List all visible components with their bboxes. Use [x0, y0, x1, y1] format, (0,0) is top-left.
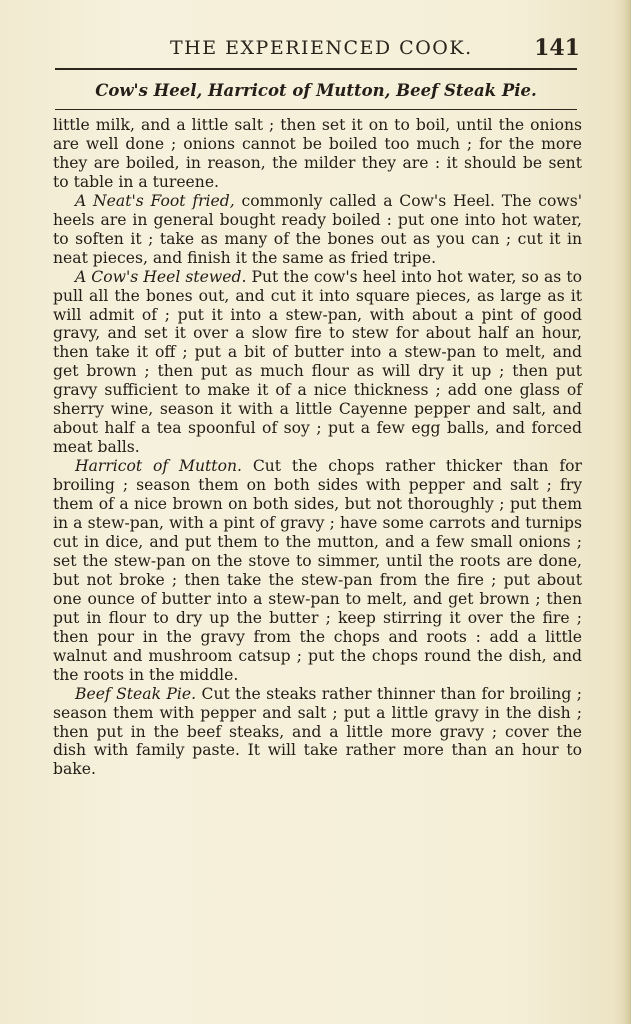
body-text: [53, 116, 582, 779]
recipe-heading: Harricot of Mutton.: [75, 457, 242, 476]
page-header: [50, 37, 580, 67]
recipe-heading: A Neat's Foot fried,: [75, 191, 235, 210]
recipe-text: commonly called a Cow's Heel. The cows' heels are in general bought ready boiled : put one into hot water, to soften it ; take as many of the bones out as you can ; cut it in neat pieces, and finish it the same as fried tripe.: [53, 191, 582, 267]
page-edge: [621, 0, 631, 1024]
recipe-neats-foot-fried: [53, 192, 582, 268]
recipe-text: Cut the steaks rather thinner than for broiling ; season them with pepper and salt ; put a little gravy in the dish ; then put in the beef steaks, and a little more gravy ; cover the dish with family paste. It will take rather more than an hour to bake.: [53, 684, 582, 779]
running-head: THE EXPERIENCED COOK.: [170, 37, 473, 59]
paragraph-text: little milk, and a little salt ; then set it on to boil, until the onions are well done ; onions cannot be boiled too much ; for the more they are boiled, in reason, the milder they are : it should be sent to table in a tureene.: [53, 116, 582, 191]
recipe-cows-heel-stewed: [53, 268, 582, 458]
page-number: 141: [534, 35, 580, 61]
header-rule: [55, 68, 577, 70]
paragraph-continuation: [53, 116, 582, 192]
recipe-beef-steak-pie: [53, 685, 582, 780]
recipe-heading: A Cow's Heel stewed.: [75, 267, 247, 286]
recipe-heading: Beef Steak Pie.: [75, 684, 197, 703]
recipe-text: Put the cow's heel into hot water, so as to pull all the bones out, and cut it into square pieces, as large as it will admit of ; put it into a stew-pan, with about a pint of good gravy, and set it over a slow fire to stew for about half an hour, then take it off ; put a bit of butter into a stew-pan to melt, and get brown ; then put as much flour as will dry it up ; then put gravy sufficient to make it of a nice thickness ; add one glass of sherry wine, season it with a little Cayenne pepper and salt, and about half a tea spoonful of soy ; put a few egg balls, and forced meat balls.: [53, 267, 582, 457]
title-rule: [55, 109, 577, 110]
recipe-harricot-of-mutton: [53, 457, 582, 684]
section-title: Cow's Heel, Harricot of Mutton, Beef Steak Pie.: [95, 81, 537, 100]
recipe-text: Cut the chops rather thicker than for broiling ; season them on both sides with pepper and salt ; fry them of a nice brown on both sides, but not thoroughly ; put them in a stew-pan, with a pint of gravy ; have some carrots and turnips cut in dice, and put them to the mutton, and a few small onions ; set the stew-pan on the stove to simmer, until the roots are done, but not broke ; then take the stew-pan from the fire ; put about one ounce of butter into a stew-pan to melt, and get brown ; then put in flour to dry up the butter ; keep stirring it over the fire ; then pour in the gravy from the chops and roots : add a little walnut and mushroom catsup ; put the chops round the dish, and the roots in the middle.: [53, 457, 582, 684]
